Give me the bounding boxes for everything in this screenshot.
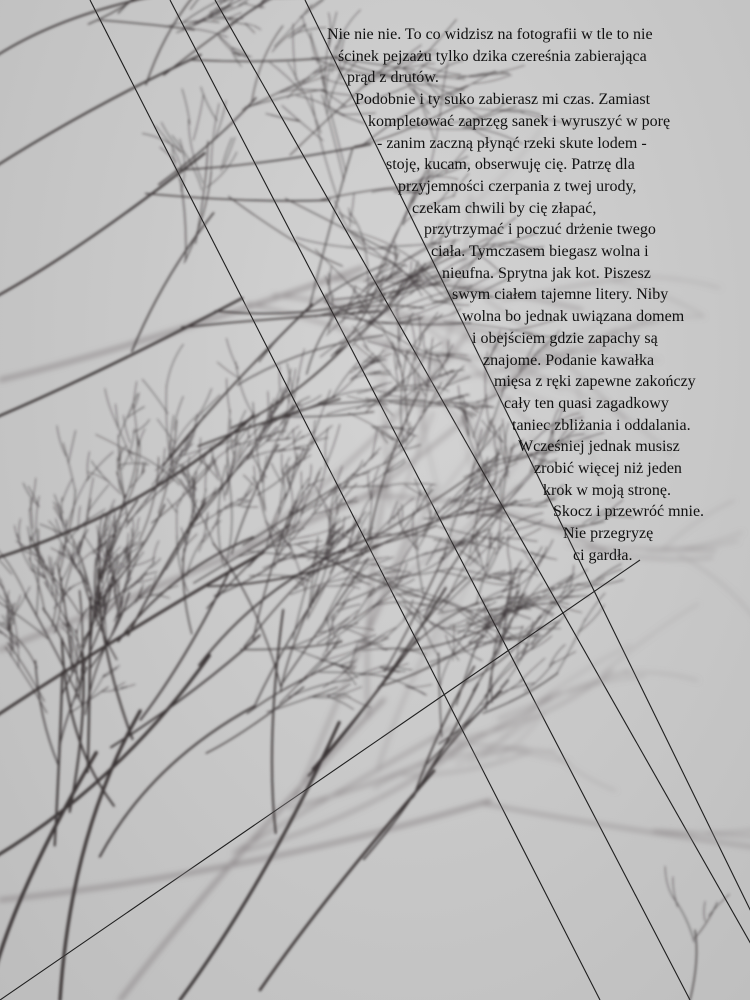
poem-line: swym ciałem tajemne litery. Niby	[452, 286, 669, 304]
poem-line: Nie przegryzę	[563, 525, 654, 543]
poem-line: przyjemności czerpania z twej urody,	[398, 177, 637, 195]
poem-line: ci gardła.	[573, 546, 633, 564]
poem-line: Skocz i przewróć mnie.	[553, 503, 705, 521]
poem-line: zrobić więcej niż jeden	[534, 460, 682, 477]
poem-line: znajome. Podanie kawałka	[483, 351, 655, 369]
poem-line: ścinek pejzażu tylko dzika czereśnia zabierająca	[338, 47, 647, 65]
poem-line: ciała. Tymczasem biegasz wolna i	[431, 243, 649, 260]
poem-line: taniec zbliżania i oddalania.	[512, 416, 691, 434]
poem-line: czekam chwili by cię złapać,	[412, 199, 597, 217]
poem-line: stoję, kucam, obserwuję cię. Patrzę dla	[386, 156, 635, 174]
poem-line: Nie nie nie. To co widzisz na fotografii w tle to nie	[327, 26, 653, 43]
poem-line: i obejściem gdzie zapachy są	[472, 329, 658, 347]
poem-line: prąd z drutów.	[347, 69, 439, 87]
poem-line: Wcześniej jednak musisz	[518, 438, 680, 456]
poem-line: Podobnie i ty suko zabierasz mi czas. Zamiast	[355, 91, 651, 109]
poem-line: krok w moją stronę.	[543, 481, 671, 499]
poem-line: - zanim zaczną płynąć rzeki skute lodem -	[377, 134, 647, 152]
poem-line: cały ten quasi zagadkowy	[504, 394, 669, 412]
poem-line: mięsa z ręki zapewne zakończy	[494, 373, 696, 391]
poem-line: wolna bo jednak uwiązana domem	[462, 308, 685, 326]
poem-line: nieufna. Sprytna jak kot. Piszesz	[442, 264, 651, 282]
poem-line: kompletować zaprzęg sanek i wyruszyć w porę	[368, 112, 671, 130]
poem-line: przytrzymać i poczuć drżenie twego	[424, 221, 656, 239]
